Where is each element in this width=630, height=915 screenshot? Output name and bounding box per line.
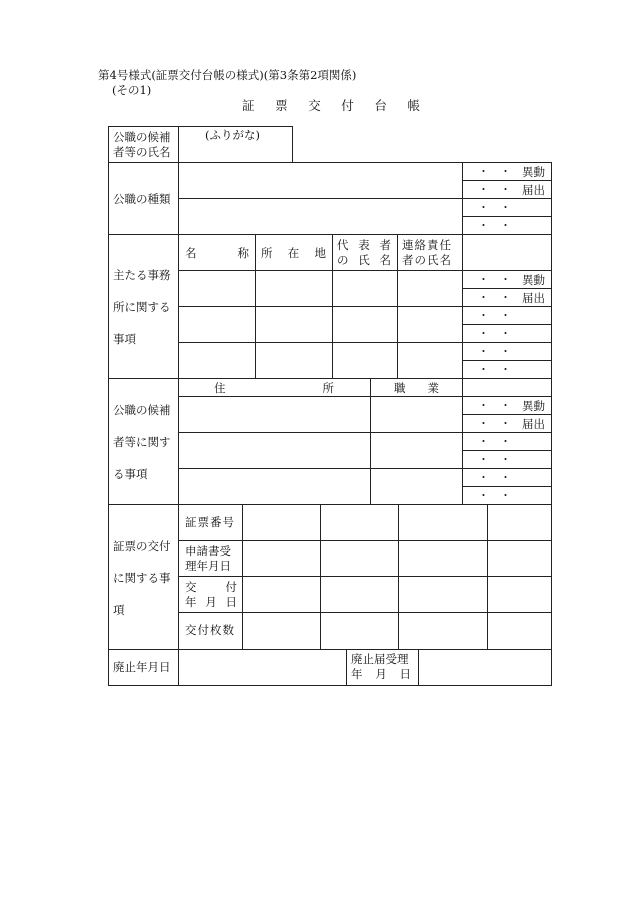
status-change-label: 異動 <box>522 273 545 287</box>
abolish-notice-label: 廃止届受理 <box>351 652 409 666</box>
certificate-section-label-2: に関する事 <box>113 571 171 585</box>
candidate-section-label-3: る事項 <box>113 467 148 481</box>
abolish-notice-label-2: 年 月 日 <box>351 667 411 681</box>
status-dots: ・ ・ <box>478 183 511 196</box>
candidate-section-label-2: 者等に関す <box>113 435 171 449</box>
status-dots: ・ ・ <box>478 219 511 232</box>
col-representative: 代 表 者 <box>337 238 391 252</box>
status-dots: ・ ・ <box>478 273 511 286</box>
certificate-number-label: 証票番号 <box>185 515 235 529</box>
office-section-label-3: 事項 <box>113 332 136 346</box>
issue-date-label-2: 年 月 日 <box>185 595 237 609</box>
status-dots: ・ ・ <box>478 363 511 376</box>
col-contact-person-2: 者の氏名 <box>402 253 452 267</box>
status-dots: ・ ・ <box>478 201 511 214</box>
status-dots: ・ ・ <box>478 327 511 340</box>
status-dots: ・ ・ <box>478 309 511 322</box>
candidate-section-label: 公職の候補 <box>113 403 171 417</box>
issue-date-label: 交 付 <box>185 580 237 594</box>
status-dots: ・ ・ <box>478 453 511 466</box>
ledger-title: 証 票 交 付 台 帳 <box>242 98 420 113</box>
status-dots: ・ ・ <box>478 345 511 358</box>
col-occupation: 職 業 <box>394 381 439 395</box>
col-office-name: 名 称 <box>185 246 249 260</box>
col-address: 住 所 <box>214 381 334 395</box>
abolish-date-label: 廃止年月日 <box>113 660 171 674</box>
status-dots: ・ ・ <box>478 291 511 304</box>
status-notice-label: 届出 <box>522 417 545 431</box>
status-notice-label: 届出 <box>522 183 545 197</box>
col-representative-2: の 氏 名 <box>337 253 391 267</box>
status-dots: ・ ・ <box>478 417 511 430</box>
form-number-title: 第4号様式(証票交付台帳の様式)(第3条第2項関係) <box>98 68 357 82</box>
candidate-name-label-2: 者等の氏名 <box>113 145 171 159</box>
issue-count-label: 交付枚数 <box>185 623 235 637</box>
status-dots: ・ ・ <box>478 489 511 502</box>
form-subtitle: (その1) <box>112 83 152 97</box>
certificate-section-label-3: 項 <box>113 603 125 617</box>
application-date-label-2: 理年月日 <box>185 559 231 573</box>
office-section-label-2: 所に関する <box>113 300 171 314</box>
status-dots: ・ ・ <box>478 471 511 484</box>
office-type-label: 公職の種類 <box>113 192 171 206</box>
status-dots: ・ ・ <box>478 165 511 178</box>
certificate-section-label: 証票の交付 <box>113 539 171 553</box>
col-office-location: 所 在 地 <box>261 246 326 260</box>
status-dots: ・ ・ <box>478 435 511 448</box>
office-section-label: 主たる事務 <box>113 268 171 282</box>
status-change-label: 異動 <box>522 399 545 413</box>
status-change-label: 異動 <box>522 165 545 179</box>
furigana-label: (ふりがな) <box>205 128 260 142</box>
candidate-name-label: 公職の候補 <box>113 130 171 144</box>
status-notice-label: 届出 <box>522 291 545 305</box>
col-contact-person: 連絡責任 <box>402 238 452 252</box>
status-dots: ・ ・ <box>478 399 511 412</box>
application-date-label: 申請書受 <box>185 544 231 558</box>
